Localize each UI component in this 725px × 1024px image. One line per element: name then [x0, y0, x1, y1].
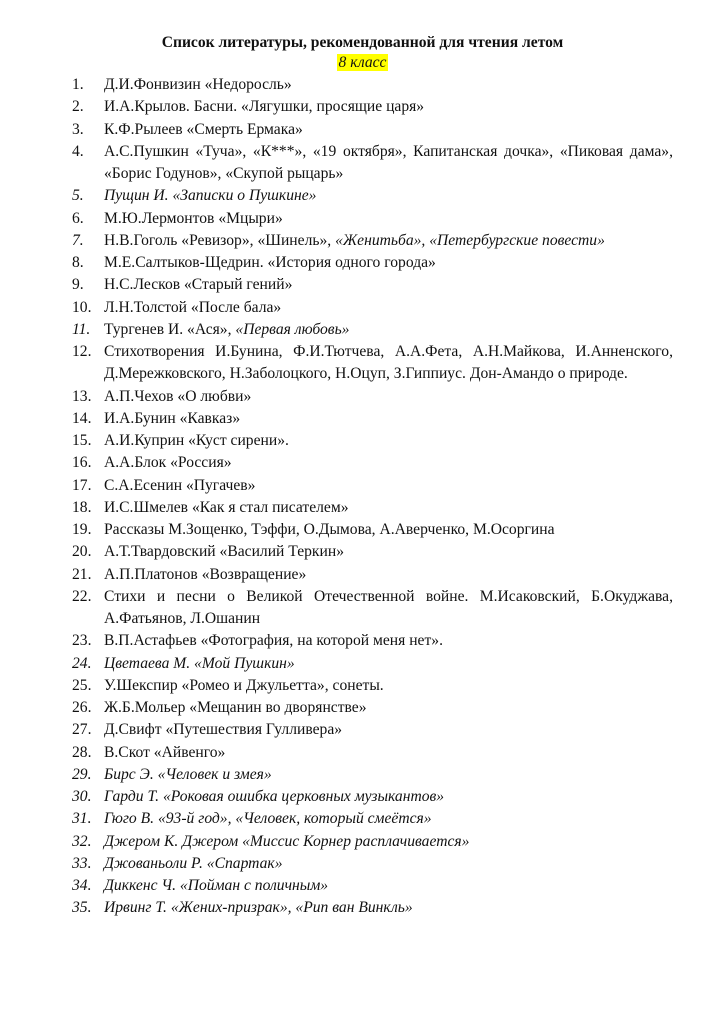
item-text-part: У.Шекспир «Ромео и Джульетта», сонеты.: [104, 676, 384, 694]
item-number: 17.: [72, 476, 92, 494]
item-number: 2.: [72, 98, 84, 116]
item-number: 30.: [72, 788, 92, 805]
grade-subtitle: [0, 53, 725, 73]
item-text: [104, 185, 673, 207]
item-text-part: Д.И.Фонвизин «Недоросль»: [104, 76, 292, 93]
item-text: [104, 786, 673, 808]
item-text: [104, 319, 673, 341]
item-text: [104, 764, 673, 786]
item-number: 18.: [72, 498, 92, 516]
list-item: [0, 452, 725, 474]
item-text: [104, 74, 673, 96]
list-item: [0, 808, 725, 830]
list-item: [0, 119, 725, 141]
item-text-part: Ирвинг Т. «Жених-призрак», «Рип ван Винкль»: [104, 899, 413, 917]
list-item: [0, 208, 725, 230]
grade-label: 8 класс: [338, 54, 387, 71]
list-item: [0, 74, 725, 96]
item-text-part: Н.С.Лесков «Старый гений»: [104, 276, 293, 294]
item-text: [104, 452, 673, 474]
item-text-part: И.А.Бунин «Кавказ»: [104, 409, 241, 427]
item-text: [104, 853, 673, 875]
list-item: [0, 274, 725, 296]
item-number: 27.: [72, 721, 92, 739]
item-number: 29.: [72, 765, 92, 783]
item-text-part: А.П.Чехов «О любви»: [104, 387, 252, 405]
item-text-part: Бирс Э. «Человек и змея»: [104, 765, 272, 783]
list-item: [0, 430, 725, 452]
item-number: 20.: [72, 543, 92, 561]
item-number: 15.: [72, 432, 92, 449]
item-text: [104, 808, 673, 830]
item-text-part: А.С.Пушкин «Туча», «К***», «19 октября», Капитанская дочка», «Пиковая дама», «Борис Годунов», «Скупой рыцарь»: [104, 142, 673, 182]
item-text: [104, 875, 673, 897]
item-text-part: Стихотворения И.Бунина, Ф.И.Тютчева, А.А.Фета, А.Н.Майкова, И.Анненского, Д.Мережковского, Н.Заболоцкого, Н.Оцуп, З.Гиппиус. Дон-Амандо о природе.: [104, 343, 673, 383]
item-text: [104, 141, 673, 186]
list-item: [0, 719, 725, 741]
item-text-part: С.А.Есенин «Пугачев»: [104, 476, 256, 494]
list-item: [0, 541, 725, 563]
item-text: [104, 831, 673, 853]
list-item: [0, 675, 725, 697]
item-text: [104, 586, 673, 631]
item-text: [104, 475, 673, 497]
item-number: 19.: [72, 521, 92, 538]
item-number: 24.: [72, 654, 92, 672]
list-item: [0, 586, 725, 631]
item-text-part: М.Ю.Лермонтов «Мцыри»: [104, 209, 283, 227]
item-text-part: В.Скот «Айвенго»: [104, 743, 226, 761]
item-text-part: Стихи и песни о Великой Отечественной войне. М.Исаковский, Б.Окуджава, А.Фатьянов, Л.Ошанин: [104, 587, 673, 627]
item-text-part: Цветаева М. «Мой Пушкин»: [104, 654, 295, 672]
item-number: 5.: [72, 187, 84, 205]
item-text-part: А.П.Платонов «Возвращение»: [104, 565, 307, 583]
item-text-part: А.Т.Твардовский «Василий Теркин»: [104, 543, 344, 561]
item-number: 9.: [72, 276, 84, 294]
list-item: [0, 386, 725, 408]
item-text: [104, 497, 673, 519]
item-number: 34.: [72, 877, 92, 894]
item-number: 13.: [72, 387, 92, 405]
item-text: [104, 430, 673, 452]
item-text-part: Рассказы М.Зощенко, Тэффи, О.Дымова, А.Аверченко, М.Осоргина: [104, 521, 555, 538]
list-item: [0, 230, 725, 252]
list-item: [0, 897, 725, 919]
item-text: [104, 230, 673, 252]
item-text-part: А.И.Куприн «Куст сирени».: [104, 432, 289, 449]
item-text: [104, 719, 673, 741]
item-text: [104, 675, 673, 697]
item-number: 28.: [72, 743, 92, 761]
item-text: [104, 208, 673, 230]
item-number: 26.: [72, 699, 92, 716]
item-text-part: Л.Н.Толстой «После бала»: [104, 298, 282, 316]
item-text-part: В.П.Астафьев «Фотография, на которой меня нет».: [104, 632, 443, 650]
item-number: 7.: [72, 231, 84, 249]
item-text-part: «Первая любовь»: [235, 320, 350, 338]
item-text-part: Пущин И. «Записки о Пушкине»: [104, 187, 317, 205]
item-text-part: Н.В.Гоголь «Ревизор», «Шинель»,: [104, 231, 336, 249]
item-text-part: Диккенс Ч. «Пойман с поличным»: [104, 877, 329, 894]
item-text-part: Гарди Т. «Роковая ошибка церковных музыкантов»: [104, 788, 445, 805]
list-item: [0, 141, 725, 186]
list-item: [0, 630, 725, 652]
list-item: [0, 475, 725, 497]
item-text-part: Джованьоли Р. «Спартак»: [104, 854, 283, 872]
item-text-part: А.А.Блок «Россия»: [104, 454, 232, 472]
item-text-part: К.Ф.Рылеев «Смерть Ермака»: [104, 120, 303, 138]
list-item: [0, 742, 725, 764]
item-number: 16.: [72, 454, 92, 472]
list-item: [0, 875, 725, 897]
list-item: [0, 252, 725, 274]
list-item: [0, 185, 725, 207]
list-item: [0, 853, 725, 875]
item-text-part: Д.Свифт «Путешествия Гулливера»: [104, 721, 343, 739]
item-text: [104, 697, 673, 719]
item-text: [104, 653, 673, 675]
item-text: [104, 564, 673, 586]
item-text-part: Ж.Б.Мольер «Мещанин во дворянстве»: [104, 699, 367, 716]
item-text: [104, 897, 673, 919]
list-item: [0, 519, 725, 541]
item-text-part: Гюго В. «93-й год», «Человек, который смеётся»: [104, 810, 432, 828]
item-number: 4.: [72, 142, 84, 160]
item-number: 35.: [72, 899, 92, 917]
item-text-part: И.А.Крылов. Басни. «Лягушки, просящие царя»: [104, 98, 425, 116]
item-text-part: «Женитьба», «Петербургские повести»: [335, 231, 605, 249]
item-text-part: Джером К. Джером «Миссис Корнер расплачивается»: [104, 832, 470, 850]
item-number: 11.: [72, 320, 91, 338]
item-number: 23.: [72, 632, 92, 650]
item-text-part: И.С.Шмелев «Как я стал писателем»: [104, 498, 349, 516]
item-text: [104, 252, 673, 274]
item-number: 8.: [72, 254, 84, 271]
item-number: 32.: [72, 832, 92, 850]
item-number: 1.: [72, 76, 84, 93]
item-number: 31.: [72, 810, 92, 828]
item-text-part: Тургенев И. «Ася»,: [104, 320, 236, 338]
item-text: [104, 541, 673, 563]
item-text: [104, 96, 673, 118]
list-item: [0, 697, 725, 719]
list-item: [0, 564, 725, 586]
item-number: 22.: [72, 587, 92, 605]
list-item: [0, 764, 725, 786]
item-text: [104, 274, 673, 296]
list-item: [0, 341, 725, 386]
item-text: [104, 742, 673, 764]
item-text-part: М.Е.Салтыков-Щедрин. «История одного города»: [104, 254, 436, 271]
item-text: [104, 386, 673, 408]
list-item: [0, 831, 725, 853]
list-item: [0, 786, 725, 808]
item-number: 25.: [72, 676, 92, 694]
item-number: 3.: [72, 120, 84, 138]
item-number: 21.: [72, 565, 92, 583]
list-item: [0, 408, 725, 430]
item-text: [104, 630, 673, 652]
item-number: 14.: [72, 409, 92, 427]
list-item: [0, 297, 725, 319]
item-text: [104, 119, 673, 141]
item-text: [104, 341, 673, 386]
item-text: [104, 297, 673, 319]
page-title: Список литературы, рекомендованной для чтения летом: [161, 34, 564, 51]
list-item: [0, 497, 725, 519]
list-item: [0, 96, 725, 118]
item-number: 6.: [72, 209, 84, 227]
item-number: 12.: [72, 343, 92, 360]
item-text: [104, 519, 673, 541]
item-text: [104, 408, 673, 430]
item-number: 10.: [72, 298, 92, 316]
list-item: [0, 319, 725, 341]
reading-list: [0, 74, 725, 920]
item-number: 33.: [72, 854, 92, 872]
list-item: [0, 653, 725, 675]
